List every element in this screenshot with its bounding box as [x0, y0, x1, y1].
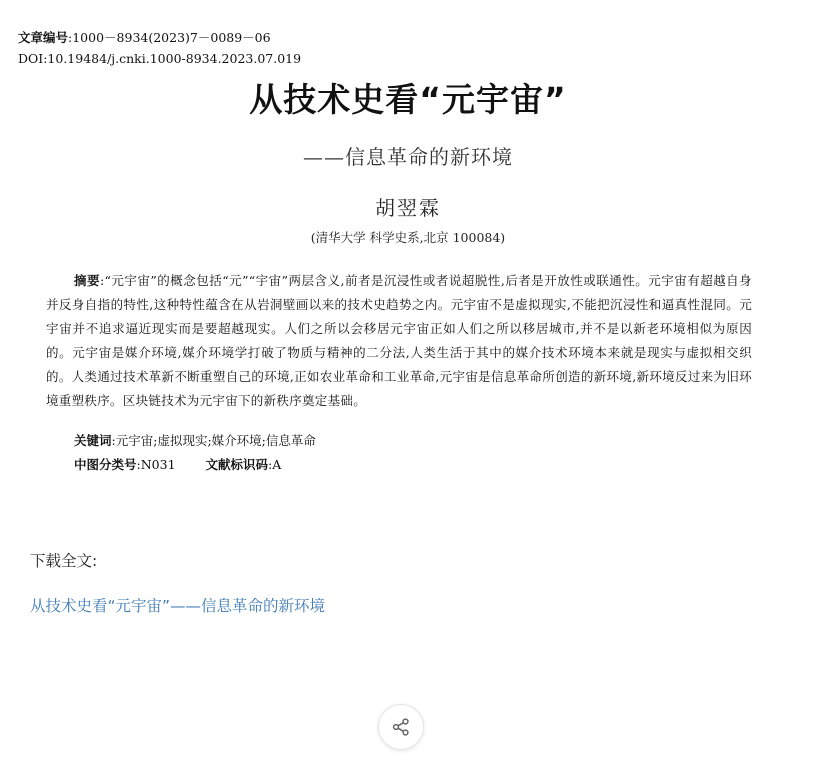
- article-number: [18, 28, 271, 46]
- share-icon: [391, 717, 411, 737]
- page-subtitle: ——信息革命的新环境: [303, 145, 513, 169]
- abstract-text: :“元宇宙”的概念包括“元”“宇宙”两层含义,前者是沉浸性或者说超脱性,后者是开放性或联通性。元宇宙有超越自身并反身自指的特性,这种特性蕴含在从岩洞壁画以来的技术史趋势之内。元宇宙不是虚拟现实,不能把沉浸性和逼真性混同。元宇宙并不追求逼近现实而是要超越现实。人们之所以会移居元宇宙正如人们之所以移居城市,并不是以新老环境相似为原因的。元宇宙是媒介环境,媒介环境学打破了物质与精神的二分法,人类生活于其中的媒介技术环境本来就是现实与虚拟相交织的。人类通过技术革新不断重塑自己的环境,正如农业革命和工业革命,元宇宙是信息革命所创造的新环境,新环境反过来为旧环境重塑秩序。区块链技术为元宇宙下的新秩序奠定基础。: [46, 273, 752, 408]
- keywords: [74, 431, 316, 449]
- clc-value: :N031: [136, 457, 176, 472]
- clc-label: 中图分类号: [74, 457, 137, 472]
- page-title: 从技术史看“元宇宙”: [249, 80, 567, 119]
- keywords-label: 关键词: [74, 433, 112, 448]
- keywords-value: :元宇宙;虚拟现实;媒介环境;信息革命: [111, 433, 316, 448]
- doi: DOI:10.19484/j.cnki.1000-8934.2023.07.019: [18, 51, 302, 66]
- article-number-value: :1000－8934(2023)7－0089－06: [68, 30, 271, 45]
- article-number-label: 文章编号: [18, 30, 69, 45]
- abstract: [46, 269, 752, 413]
- share-button[interactable]: [378, 704, 424, 750]
- doc-code-label: 文献标识码: [205, 457, 269, 472]
- classification: [74, 455, 281, 473]
- author-affiliation: (清华大学 科学史系,北京 100084): [310, 230, 506, 245]
- abstract-label: 摘要: [74, 273, 100, 288]
- download-label: 下载全文:: [30, 552, 98, 570]
- doc-code-value: :A: [268, 457, 282, 472]
- author-name: 胡翌霖: [375, 196, 441, 220]
- download-fulltext-link[interactable]: 从技术史看“元宇宙”——信息革命的新环境: [30, 597, 326, 615]
